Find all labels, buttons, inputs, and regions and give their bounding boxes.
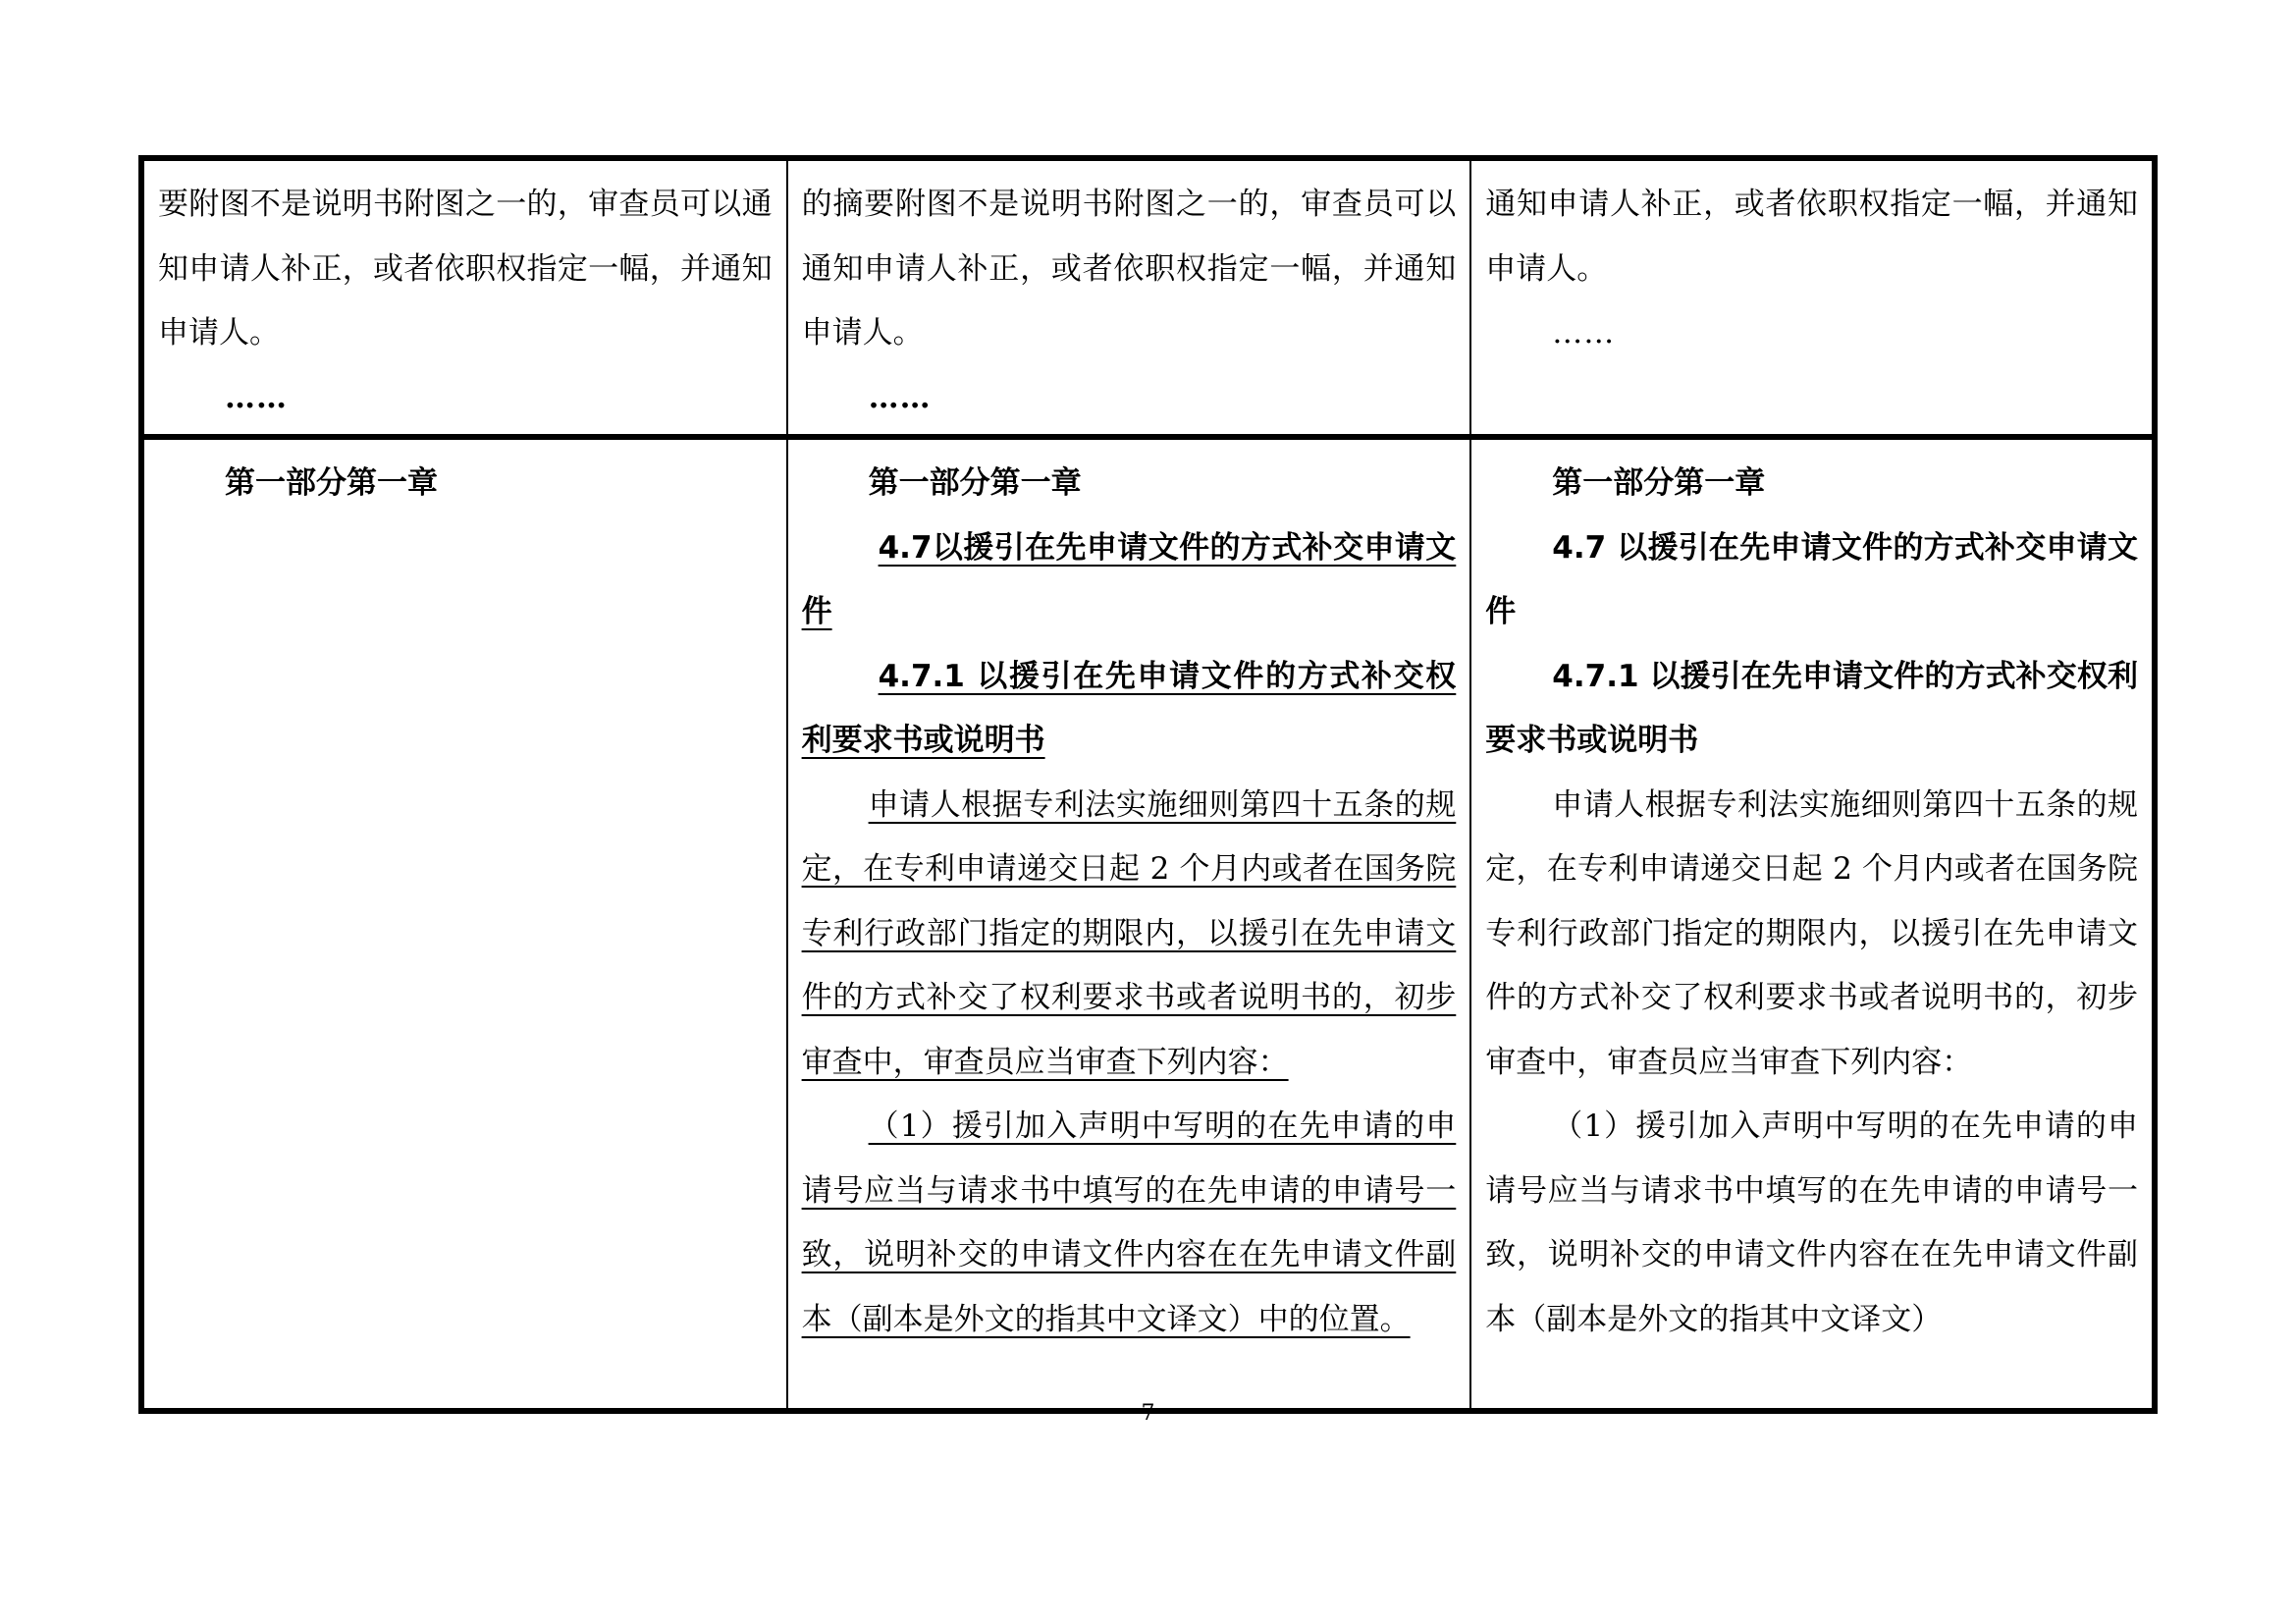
ellipsis: ……: [1552, 315, 1616, 351]
subsection-heading: 4.7.1 以援引在先申请文件的方式补交权利要求书或说明书: [1485, 658, 2138, 758]
cell-revised-bottom: [787, 437, 1471, 1411]
comparison-table: [138, 155, 2158, 1414]
subsection-heading: 4.7.1 以援引在先申请文件的方式补交权利要求书或说明书: [801, 658, 1457, 758]
chapter-heading: 第一部分第一章: [225, 465, 438, 501]
paragraph: 申请人根据专利法实施细则第四十五条的规定，在专利申请递交日起 2 个月内或者在国务院专利行政部门指定的期限内，以援引在先申请文件的方式补交了权利要求书或者说明书的，初步审查中，审查员应当审查下列内容：: [801, 786, 1457, 1080]
ellipsis: ……: [225, 379, 288, 415]
chapter-heading: 第一部分第一章: [1552, 465, 1766, 501]
cell-text: 的摘要附图不是说明书附图之一的，审查员可以通知申请人补正，或者依职权指定一幅，并通知申请人。: [801, 187, 1457, 351]
cell-text: 要附图不是说明书附图之一的，审查员可以通知申请人补正，或者依职权指定一幅，并通知申请人。: [158, 187, 773, 351]
table-row: [141, 158, 2155, 437]
section-heading: 4.7以援引在先申请文件的方式补交申请文件: [801, 529, 1457, 629]
table-row: [141, 437, 2155, 1411]
paragraph: 申请人根据专利法实施细则第四十五条的规定，在专利申请递交日起 2 个月内或者在国务院专利行政部门指定的期限内，以援引在先申请文件的方式补交了权利要求书或者说明书的，初步审查中，审查员应当审查下列内容：: [1485, 786, 2138, 1080]
cell-original-top: [141, 158, 787, 437]
cell-final-top: [1470, 158, 2155, 437]
chapter-heading: 第一部分第一章: [868, 465, 1082, 501]
cell-final-bottom: [1470, 437, 2155, 1411]
cell-revised-top: [787, 158, 1471, 437]
paragraph: （1）援引加入声明中写明的在先申请的申请号应当与请求书中填写的在先申请的申请号一致，说明补交的申请文件内容在在先申请文件副本（副本是外文的指其中文译文）: [1485, 1109, 2138, 1337]
ellipsis: ……: [868, 379, 932, 415]
cell-original-bottom: [141, 437, 787, 1411]
cell-text: 通知申请人补正，或者依职权指定一幅，并通知申请人。: [1485, 187, 2138, 287]
paragraph: （1）援引加入声明中写明的在先申请的申请号应当与请求书中填写的在先申请的申请号一致，说明补交的申请文件内容在在先申请文件副本（副本是外文的指其中文译文）中的位置。: [801, 1109, 1457, 1337]
section-heading: 4.7 以援引在先申请文件的方式补交申请文件: [1485, 529, 2138, 629]
page-number: 7: [1141, 1401, 1155, 1426]
